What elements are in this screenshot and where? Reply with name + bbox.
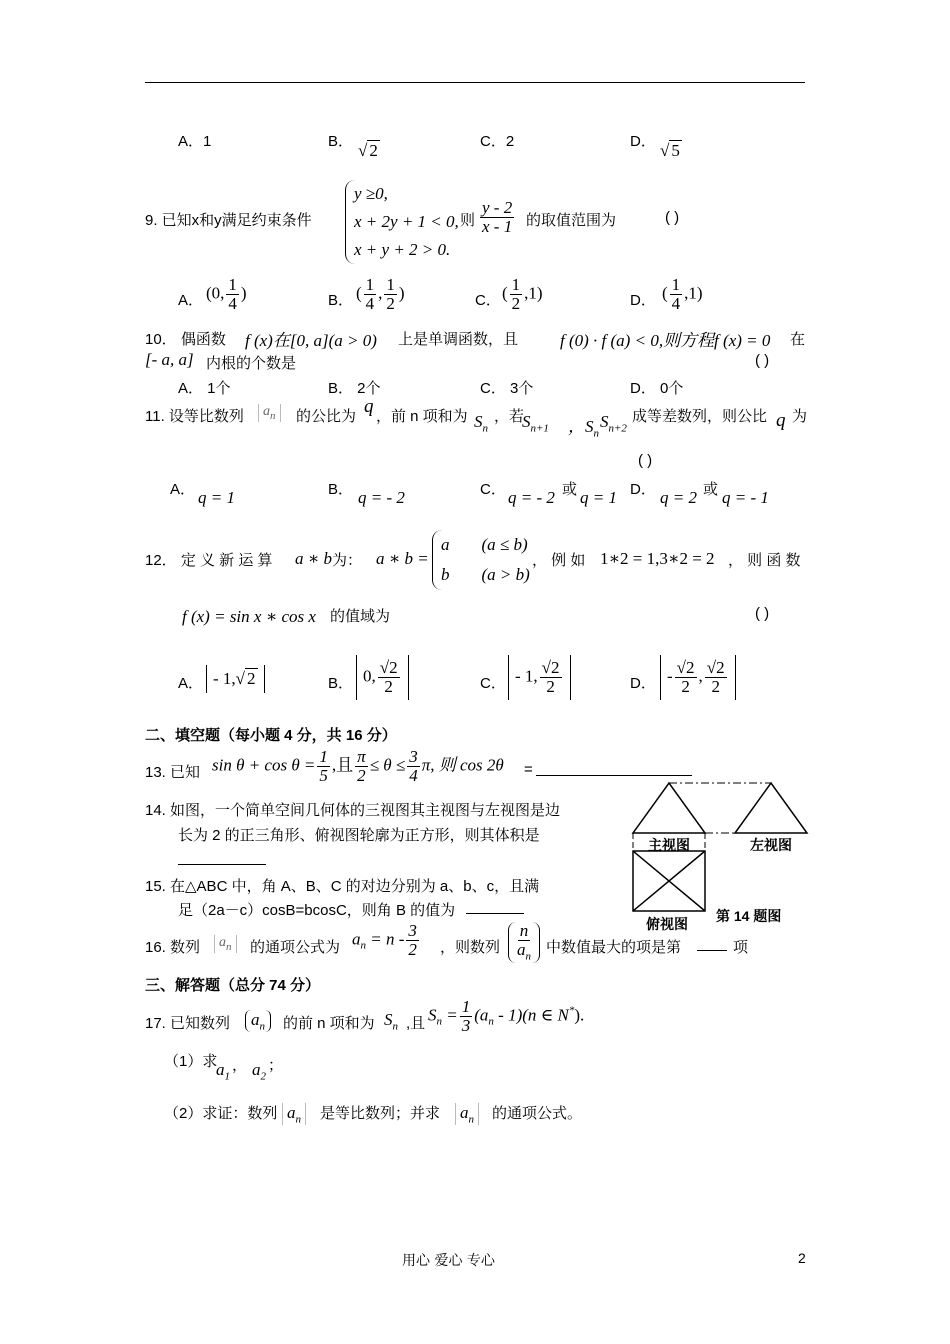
q11-option-c-or: 或 (562, 481, 578, 498)
q16-ratio: $\frac{n}{a_n}$ (508, 922, 540, 963)
q9-numerator: y - 2 (482, 198, 513, 217)
top-view-label: 俯视图 (646, 916, 688, 932)
q8-option-b-value: √ 2 (358, 141, 378, 160)
q11-stem-2: 的公比为 (296, 408, 357, 425)
q12-option-b: B． (328, 675, 354, 692)
q9-option-d-value: ( $\frac{1}{4}$ ,1) (662, 275, 703, 313)
q10-stem-4: 内根的个数是 (206, 355, 297, 372)
q11-option-c-value-2: q = 1 (580, 488, 617, 507)
q9-constraint-1: y ≥0, (354, 184, 388, 203)
q10-option-b: B． 2个 (328, 380, 381, 397)
q11-q2: q (776, 410, 786, 431)
q12-cases: a (a ≤ b) b (a > b) (432, 530, 530, 590)
q10-option-c: C． 3个 (480, 380, 534, 397)
q17-part-2: （2）求证：数列 (164, 1105, 278, 1122)
q17-part-1-a1: $a_1$ (216, 1060, 230, 1083)
q17-part-1-end: ； (268, 1057, 284, 1074)
q12-tail: 的值域为 (330, 608, 391, 625)
q12-option-d: D． (630, 675, 656, 692)
q8-option-c: C．2 (480, 133, 515, 150)
q12-function: f (x) = sin x ∗ cos x (182, 607, 316, 626)
q12-example: 1∗2 = 1,3∗2 = 2 (600, 549, 715, 568)
q11-option-a-value: q = 1 (198, 488, 235, 507)
q11-option-d: D． (630, 481, 656, 498)
q12-stem-2: 为： (332, 552, 363, 569)
q12-answer-paren: ( ) (755, 605, 770, 622)
q12-def: a ∗ b = (376, 549, 429, 568)
q17-part-2-seq: $a_n$ (282, 1103, 306, 1125)
q11-q: q (364, 396, 374, 417)
q17-part-1-comma: ， (232, 1057, 248, 1074)
q17-stem-2: 的前 n 项和为 (283, 1015, 375, 1032)
q12-stem-4: ， 则 函 数 (728, 552, 801, 569)
q14-line-2: 长为 2 的正三角形、俯视图轮廓为正方形，则其体积是 (178, 827, 540, 844)
q8-option-d-value: √ 5 (660, 141, 680, 160)
q17-part-1: （1）求 (164, 1053, 218, 1070)
q17-formula: $S_n$ = $\frac{1}{3}$ $(a_n - 1)(n$ ∈ N*). (428, 997, 585, 1035)
q16-stem-1: 16. 数列 (145, 939, 201, 956)
q16-stem-3: ，则数列 (440, 939, 501, 956)
q8-option-b: B． (328, 133, 354, 150)
q10-math-1: f (x)在[0, a](a > 0) (245, 331, 377, 350)
q14-answer-blank (178, 864, 266, 865)
q11-S2: ，$S_n$ (568, 417, 599, 440)
header-rule (145, 82, 805, 83)
q16-stem-5: 项 (733, 939, 749, 956)
page-number: 2 (798, 1250, 806, 1266)
q11-stem-4: ，若 (494, 408, 525, 425)
q9-constraint-system (345, 180, 459, 264)
q10-math-2: f (0) · f (a) < 0,则方程f (x) = 0 (560, 331, 771, 350)
q15-line-2: 足（2a－c）cosB=bcosC，则角 B 的值为 (178, 902, 456, 919)
footer-motto: 用心 爱心 专心 (402, 1253, 495, 1269)
q9-denominator: x - 1 (482, 216, 513, 236)
q11-seq: $a_n$ (258, 404, 281, 422)
q11-S: $S_n$ (474, 412, 488, 435)
q10-answer-paren: ( ) (755, 352, 770, 369)
q10-option-a: A． 1个 (178, 380, 231, 397)
q11-option-d-value-2: q = - 1 (722, 488, 769, 507)
q9-option-b-value: ( $\frac{1}{4}$ , $\frac{1}{2}$ ) (356, 275, 405, 313)
q13-math: sin θ + cos θ = $\frac{1}{5}$ ,且 $\frac{\pi}{2}$ ≤ θ ≤ $\frac{3}{4}$ π, 则 cos 2θ (212, 747, 504, 785)
q9-then: 则 (460, 212, 476, 229)
q12-option-c-value: - 1, $\frac{√2}{2}$ (508, 655, 571, 700)
q11-option-c-value-1: q = - 2 (508, 488, 555, 507)
front-view-label: 主视图 (648, 837, 690, 853)
q10-math-3: [- a, a] (145, 350, 194, 369)
q9-option-b: B． (328, 292, 354, 309)
q9-constraint-2: x + 2y + 1 < 0, (354, 212, 459, 231)
q9-option-a: A． (178, 292, 204, 309)
q16-answer-blank (697, 950, 727, 951)
q11-S3: $S_{n+2}$ (600, 412, 627, 435)
q16-formula: $a_n = n$ - $\frac{3}{2}$ (352, 921, 417, 959)
q11-answer-paren: ( ) (638, 452, 653, 469)
q10-stem-3: 在 (790, 331, 806, 348)
q11-S1: $S_{n+1}$ (522, 412, 549, 435)
q17-part-2-seq-2: $a_n$ (455, 1103, 479, 1125)
figure-caption: 第 14 题图 (716, 908, 782, 924)
q12-option-a-value: - 1,√ 2 (206, 665, 265, 693)
q8-option-a: A．1 (178, 133, 212, 150)
q15-answer-blank (466, 913, 524, 914)
q12-option-b-value: 0, $\frac{√2}{2}$ (356, 655, 409, 700)
q10-stem-1: 10． 偶函数 (145, 331, 226, 348)
q11-stem-6: 为 (792, 408, 808, 425)
q17-stem-3: ,且 (406, 1015, 426, 1032)
q12-option-c: C． (480, 675, 506, 692)
q16-stem-2: 的通项公式为 (250, 939, 341, 956)
q11-option-a: A． (170, 481, 196, 498)
side-view-label: 左视图 (750, 837, 792, 853)
q9-answer-paren: ( ) (665, 209, 680, 226)
q9-tail: 的取值范围为 (526, 212, 617, 229)
q11-stem-3: ，前 n 项和为 (376, 408, 468, 425)
q11-option-d-or: 或 (703, 481, 719, 498)
q9-option-a-value: (0, $\frac{1}{4}$ ) (206, 275, 247, 313)
q11-option-b: B． (328, 481, 354, 498)
q17-S: $S_n$ (384, 1010, 398, 1033)
q10-option-d: D． 0个 (630, 380, 684, 397)
section-2-heading: 二、填空题（每小题 4 分，共 16 分） (145, 727, 397, 744)
q16-stem-4: 中数值最大的项是第 (546, 939, 682, 956)
q14-line-1: 14. 如图，一个简单空间几何体的三视图其主视图与左视图是边 (145, 802, 561, 819)
q11-option-b-value: q = - 2 (358, 488, 405, 507)
q12-stem-1: 12． 定 义 新 运 算 (145, 552, 273, 569)
front-view-triangle (633, 783, 705, 833)
q12-option-d-value: - $\frac{√2}{2}$ , $\frac{√2}{2}$ (660, 655, 736, 700)
q11-stem-1: 11. 设等比数列 (145, 408, 244, 425)
q16-seq: $a_n$ (214, 935, 237, 953)
q17-part-2-end: 的通项公式。 (492, 1105, 583, 1122)
q17-part-2-mid: 是等比数列；并求 (320, 1105, 441, 1122)
q12-option-a: A． (178, 675, 204, 692)
q10-stem-2: 上是单调函数，且 (398, 331, 519, 348)
q17-seq: $a_n$ (245, 1010, 271, 1032)
q9-constraint-3: x + y + 2 > 0. (354, 240, 451, 259)
q9-option-c-value: ( $\frac{1}{2}$ ,1) (502, 275, 543, 313)
q17-stem-1: 17. 已知数列 (145, 1015, 231, 1032)
q13-equals: = (524, 761, 533, 778)
q8-option-d: D． (630, 133, 656, 150)
section-3-heading: 三、解答题（总分 74 分） (145, 977, 321, 994)
q12-stem-3: ， 例 如 (532, 552, 586, 569)
side-view-triangle (735, 783, 807, 833)
q17-part-1-a2: $a_2$ (252, 1060, 266, 1083)
q12-op: a ∗ b (295, 549, 333, 568)
q11-stem-5: 成等差数列，则公比 (632, 408, 768, 425)
q9-option-c: C． (475, 292, 501, 309)
q9-fraction (478, 199, 516, 236)
q11-option-d-value-1: q = 2 (660, 488, 697, 507)
q9-option-d: D． (630, 292, 656, 309)
q15-line-1: 15. 在△ABC 中，角 A、B、C 的对边分别为 a、b、c，且满 (145, 878, 540, 895)
q11-option-c: C． (480, 481, 506, 498)
q13-stem: 13. 已知 (145, 764, 201, 781)
q9-stem: 9. 已知x和y满足约束条件 (145, 212, 312, 229)
